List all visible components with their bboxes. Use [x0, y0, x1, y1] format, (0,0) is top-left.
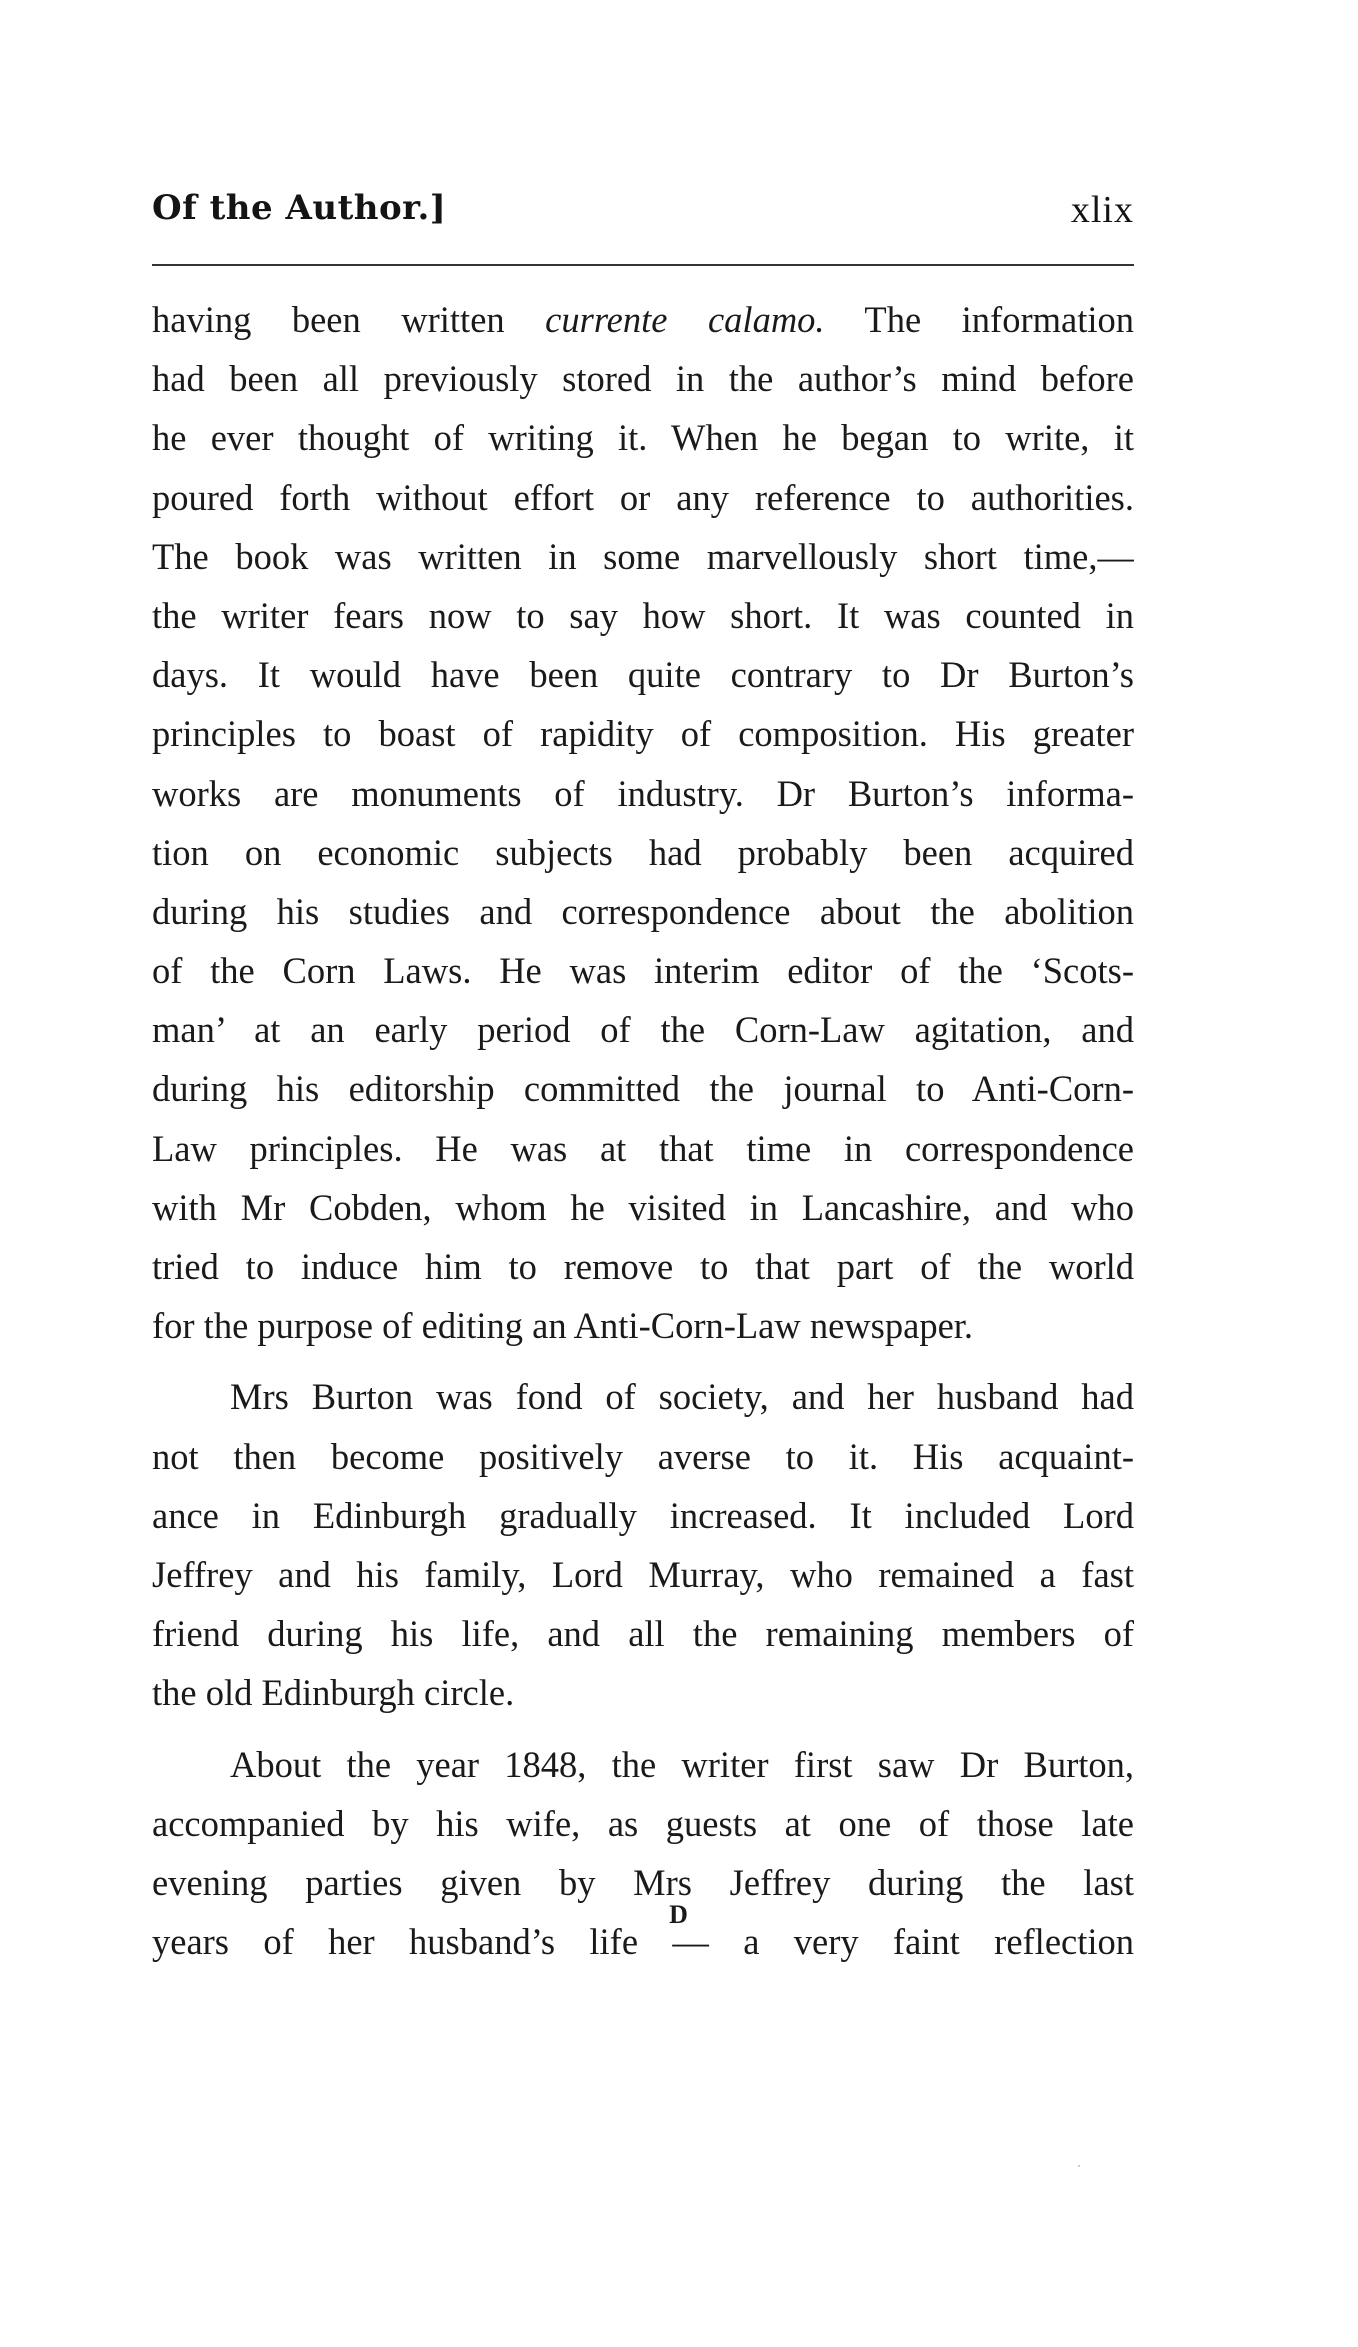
text-line: man’ at an early period of the Corn-Law agitation, and [152, 1009, 1134, 1051]
signature-mark: D [669, 1900, 689, 1929]
header-rule [152, 264, 1134, 266]
latin-phrase: currente calamo. [545, 299, 825, 340]
page-number: xlix [1070, 189, 1134, 231]
text-line: poured forth without effort or any reference to authorities. [152, 476, 1134, 518]
text-line: friend during his life, and all the remaining members of [152, 1613, 1134, 1655]
text-line: during his studies and correspondence about the abolition [152, 890, 1134, 932]
text-line: principles to boast of rapidity of composition. His greater [152, 713, 1134, 755]
text-line: ance in Edinburgh gradually increased. It included Lord [152, 1494, 1134, 1536]
text-line: tried to induce him to remove to that part of the world [152, 1246, 1134, 1287]
paragraph-gap [152, 1723, 1134, 1735]
text-line: Jeffrey and his family, Lord Murray, who remained a fast [152, 1553, 1134, 1595]
text-line: for the purpose of editing an Anti-Corn-Law newspaper. [152, 1305, 974, 1347]
text-line: with Mr Cobden, whom he visited in Lancashire, and who [152, 1186, 1134, 1228]
text-line: tion on economic subjects had probably been acquired [152, 831, 1134, 873]
text-line: not then become positively averse to it. His acquaint- [152, 1435, 1134, 1477]
text-line: during his editorship committed the journal to Anti-Corn- [152, 1068, 1134, 1110]
text-line: the old Edinburgh circle. [152, 1672, 515, 1714]
body-text [152, 290, 1134, 1971]
text-line: evening parties given by Mrs Jeffrey during the last [152, 1861, 1134, 1903]
text-line: he ever thought of writing it. When he began to write, it [152, 417, 1134, 459]
running-head [152, 188, 1134, 248]
text-line: years of her husband’s life — a very faint reflection [152, 1921, 1134, 1963]
text-line: having been written currente calamo. The information [152, 299, 1134, 340]
text-line: had been all previously stored in the author’s mind before [152, 358, 1134, 400]
text-line: works are monuments of industry. Dr Burton’s informa- [152, 772, 1134, 814]
paragraph-gap [152, 1355, 1134, 1367]
text-line: The book was written in some marvellously short time,— [152, 535, 1134, 577]
text-line: About the year 1848, the writer first saw Dr Burton, [230, 1743, 1134, 1785]
text-line: Mrs Burton was fond of society, and her husband had [230, 1376, 1134, 1418]
paper-speck [1078, 2165, 1080, 2167]
text-line: Law principles. He was at that time in correspondence [152, 1127, 1134, 1169]
text-line: of the Corn Laws. He was interim editor of the ‘Scots- [152, 950, 1134, 992]
running-title: Of the Author.] [152, 188, 447, 228]
text-line: accompanied by his wife, as guests at one of those late [152, 1802, 1134, 1844]
text-line: days. It would have been quite contrary to Dr Burton’s [152, 654, 1134, 696]
text-line: the writer fears now to say how short. It was counted in [152, 594, 1134, 636]
